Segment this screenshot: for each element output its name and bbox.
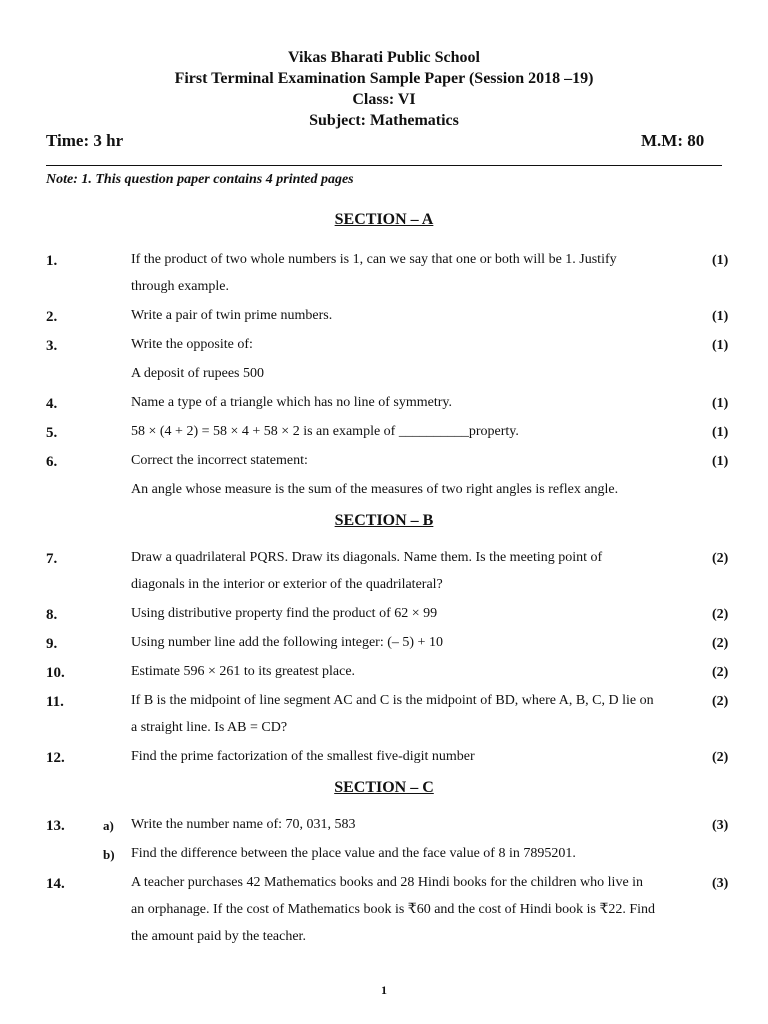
question-marks: (1): [712, 425, 729, 440]
subpart-label: a): [103, 818, 114, 833]
question-text: If the product of two whole numbers is 1, can we say that one or both will be 1. Justify: [131, 252, 617, 267]
question-text: Using number line add the following integer: (– 5) + 10: [131, 635, 443, 650]
question-number: 11.: [46, 694, 64, 710]
question-text-cont: through example.: [131, 279, 229, 294]
question-marks: (2): [712, 607, 729, 622]
question-marks: (2): [712, 665, 729, 680]
question-text: A teacher purchases 42 Mathematics books and 28 Hindi books for the children who live in: [131, 875, 644, 890]
question-text-cont: A deposit of rupees 500: [131, 366, 264, 381]
question-text-cont: the amount paid by the teacher.: [131, 929, 306, 944]
question-number: 12.: [46, 750, 65, 766]
question-text: Write the number name of: 70, 031, 583: [131, 817, 356, 832]
page-number: 1: [381, 983, 387, 997]
question-text: 58 × (4 + 2) = 58 × 4 + 58 × 2 is an example of __________property.: [131, 424, 519, 439]
question-number: 14.: [46, 876, 65, 892]
question-marks: (1): [712, 253, 729, 268]
question-number: 7.: [46, 551, 58, 567]
subject-label: Subject: Mathematics: [309, 112, 459, 129]
question-marks: (2): [712, 750, 729, 765]
question-text-cont: An angle whose measure is the sum of the measures of two right angles is reflex angle.: [131, 482, 619, 497]
question-marks: (2): [712, 694, 729, 709]
question-marks: (1): [712, 396, 729, 411]
exam-title: First Terminal Examination Sample Paper (Session 2018 –19): [174, 70, 594, 87]
question-text: Draw a quadrilateral PQRS. Draw its diagonals. Name them. Is the meeting point of: [131, 550, 603, 565]
class-label: Class: VI: [352, 91, 416, 108]
question-number: 13.: [46, 818, 65, 834]
question-number: 8.: [46, 607, 58, 623]
question-number: 6.: [46, 454, 58, 470]
question-number: 4.: [46, 396, 58, 412]
question-number: 5.: [46, 425, 58, 441]
time-label: Time: 3 hr: [46, 131, 124, 150]
question-marks: (3): [712, 876, 729, 891]
max-marks-label: M.M: 80: [641, 131, 705, 150]
question-text: Find the difference between the place value and the face value of 8 in 7895201.: [131, 846, 576, 861]
section-a-heading: SECTION – A: [334, 211, 434, 228]
question-text: If B is the midpoint of line segment AC and C is the midpoint of BD, where A, B, C, D lie on: [131, 693, 654, 708]
subpart-label: b): [103, 847, 115, 862]
question-marks: (2): [712, 636, 729, 651]
section-c-heading: SECTION – C: [334, 779, 434, 796]
question-text: Write a pair of twin prime numbers.: [131, 308, 333, 323]
question-marks: (1): [712, 338, 729, 353]
question-marks: (1): [712, 454, 729, 469]
question-text-cont: a straight line. Is AB = CD?: [131, 720, 288, 735]
note: Note: 1. This question paper contains 4 printed pages: [46, 172, 354, 187]
question-text: Using distributive property find the product of 62 × 99: [131, 606, 438, 621]
question-text: Find the prime factorization of the smallest five-digit number: [131, 749, 475, 764]
question-number: 10.: [46, 665, 65, 681]
question-text: Name a type of a triangle which has no line of symmetry.: [131, 395, 452, 410]
question-text-cont: diagonals in the interior or exterior of the quadrilateral?: [131, 577, 443, 592]
question-text: Correct the incorrect statement:: [131, 453, 308, 468]
question-number: 9.: [46, 636, 58, 652]
question-number: 3.: [46, 338, 58, 354]
question-number: 1.: [46, 253, 58, 269]
header-divider: [46, 165, 722, 166]
section-b-heading: SECTION – B: [334, 512, 434, 529]
question-marks: (1): [712, 309, 729, 324]
question-text: Estimate 596 × 261 to its greatest place.: [131, 664, 356, 679]
question-text: Write the opposite of:: [131, 337, 253, 352]
school-name: Vikas Bharati Public School: [288, 49, 480, 66]
question-number: 2.: [46, 309, 58, 325]
question-text-cont: an orphanage. If the cost of Mathematics book is ₹60 and the cost of Hindi book is ₹22. Find: [131, 902, 656, 917]
question-marks: (3): [712, 818, 729, 833]
question-marks: (2): [712, 551, 729, 566]
